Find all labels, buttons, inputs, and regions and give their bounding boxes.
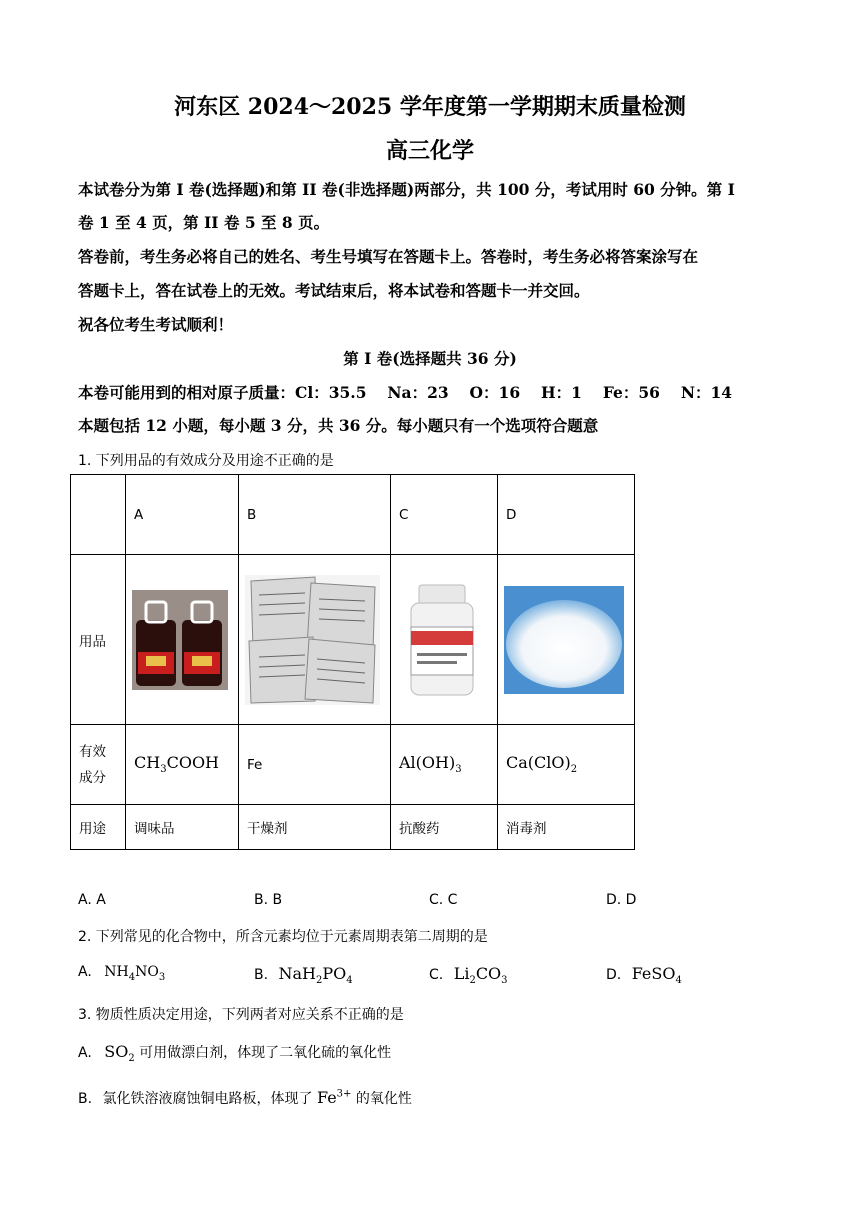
section-instructions: 本题包括 12 小题，每小题 3 分，共 36 分。每小题只有一个选项符合题意 <box>78 416 599 435</box>
intro-line-4: 答题卡上，答在试卷上的无效。考试结束后，将本试卷和答题卡一并交回。 <box>78 281 590 300</box>
use-d: 消毒剂 <box>498 805 635 850</box>
intro-line-1: 本试卷分为第 I 卷(选择题)和第 II 卷(非选择题)两部分，共 100 分，考试用时 60 分钟。第 I <box>78 180 735 199</box>
q3-stem: 3. 物质性质决定用途，下列两者对应关系不正确的是 <box>78 1007 404 1023</box>
q2-option-b[interactable]: B. $NaH_2PO_4$ <box>254 964 353 987</box>
row-label-item: 用品 <box>71 555 126 725</box>
table-corner-cell <box>71 475 126 555</box>
exam-subject: 高三化学 <box>385 138 474 164</box>
use-a: 调味品 <box>126 805 239 850</box>
medicine-bottle-image <box>397 581 487 699</box>
q3-option-b[interactable]: B. 氯化铁溶液腐蚀铜电路板，体现了 $Fe^{3+}$ 的氧化性 <box>78 1088 412 1107</box>
q1-option-b[interactable]: B. B <box>254 892 283 908</box>
q1-table <box>70 474 635 850</box>
exam-title: 河东区 2024～2025 学年度第一学期期末质量检测 <box>174 94 686 120</box>
image-cell-b <box>239 555 391 725</box>
use-b: 干燥剂 <box>239 805 391 850</box>
q1-option-a[interactable]: A. A <box>78 892 106 908</box>
q2-stem: 2. 下列常见的化合物中，所含元素均位于元素周期表第二周期的是 <box>78 929 488 945</box>
component-c: $Al(OH)_3$ <box>391 725 498 805</box>
row-label-component-1: 有效 <box>79 743 106 760</box>
q1-option-c[interactable]: C. C <box>429 892 458 908</box>
desiccant-packets-image <box>245 575 380 705</box>
component-d: $Ca(ClO)_2$ <box>498 725 635 805</box>
col-header-d: D <box>498 475 635 555</box>
row-label-component-2: 成分 <box>79 769 106 786</box>
use-c: 抗酸药 <box>391 805 498 850</box>
q3-option-a[interactable]: A. $SO_2$ 可用做漂白剂，体现了二氧化硫的氧化性 <box>78 1042 392 1065</box>
component-b: Fe <box>239 725 391 805</box>
intro-line-3: 答卷前，考生务必将自己的姓名、考生号填写在答题卡上。答卷时，考生务必将答案涂写在 <box>78 247 699 266</box>
white-powder-image <box>504 586 624 694</box>
section-title: 第 I 卷(选择题共 36 分) <box>343 349 517 368</box>
image-cell-c <box>391 555 498 725</box>
q1-option-d[interactable]: D. D <box>606 892 637 908</box>
q1-stem: 1. 下列用品的有效成分及用途不正确的是 <box>78 453 334 469</box>
q2-option-a[interactable]: A. $NH_4NO_3$ <box>78 964 166 983</box>
vinegar-bottles-image <box>132 590 228 690</box>
col-header-b: B <box>239 475 391 555</box>
col-header-a: A <box>126 475 239 555</box>
image-cell-a <box>126 555 239 725</box>
row-label-component <box>71 725 126 805</box>
col-header-c: C <box>391 475 498 555</box>
intro-line-2: 卷 1 至 4 页，第 II 卷 5 至 8 页。 <box>78 213 330 232</box>
atomic-masses: 本卷可能用到的相对原子质量：Cl：35.5 Na：23 O：16 H：1 Fe：56 N：14 <box>78 383 733 402</box>
row-label-use: 用途 <box>71 805 126 850</box>
intro-line-5: 祝各位考生考试顺利！ <box>78 315 234 334</box>
q2-option-d[interactable]: D. FeSO$_4$ <box>606 964 682 987</box>
q2-option-c[interactable]: C. $Li_2CO_3$ <box>429 964 508 987</box>
image-cell-d <box>498 555 635 725</box>
component-a: $CH_3COOH$ <box>126 725 239 805</box>
